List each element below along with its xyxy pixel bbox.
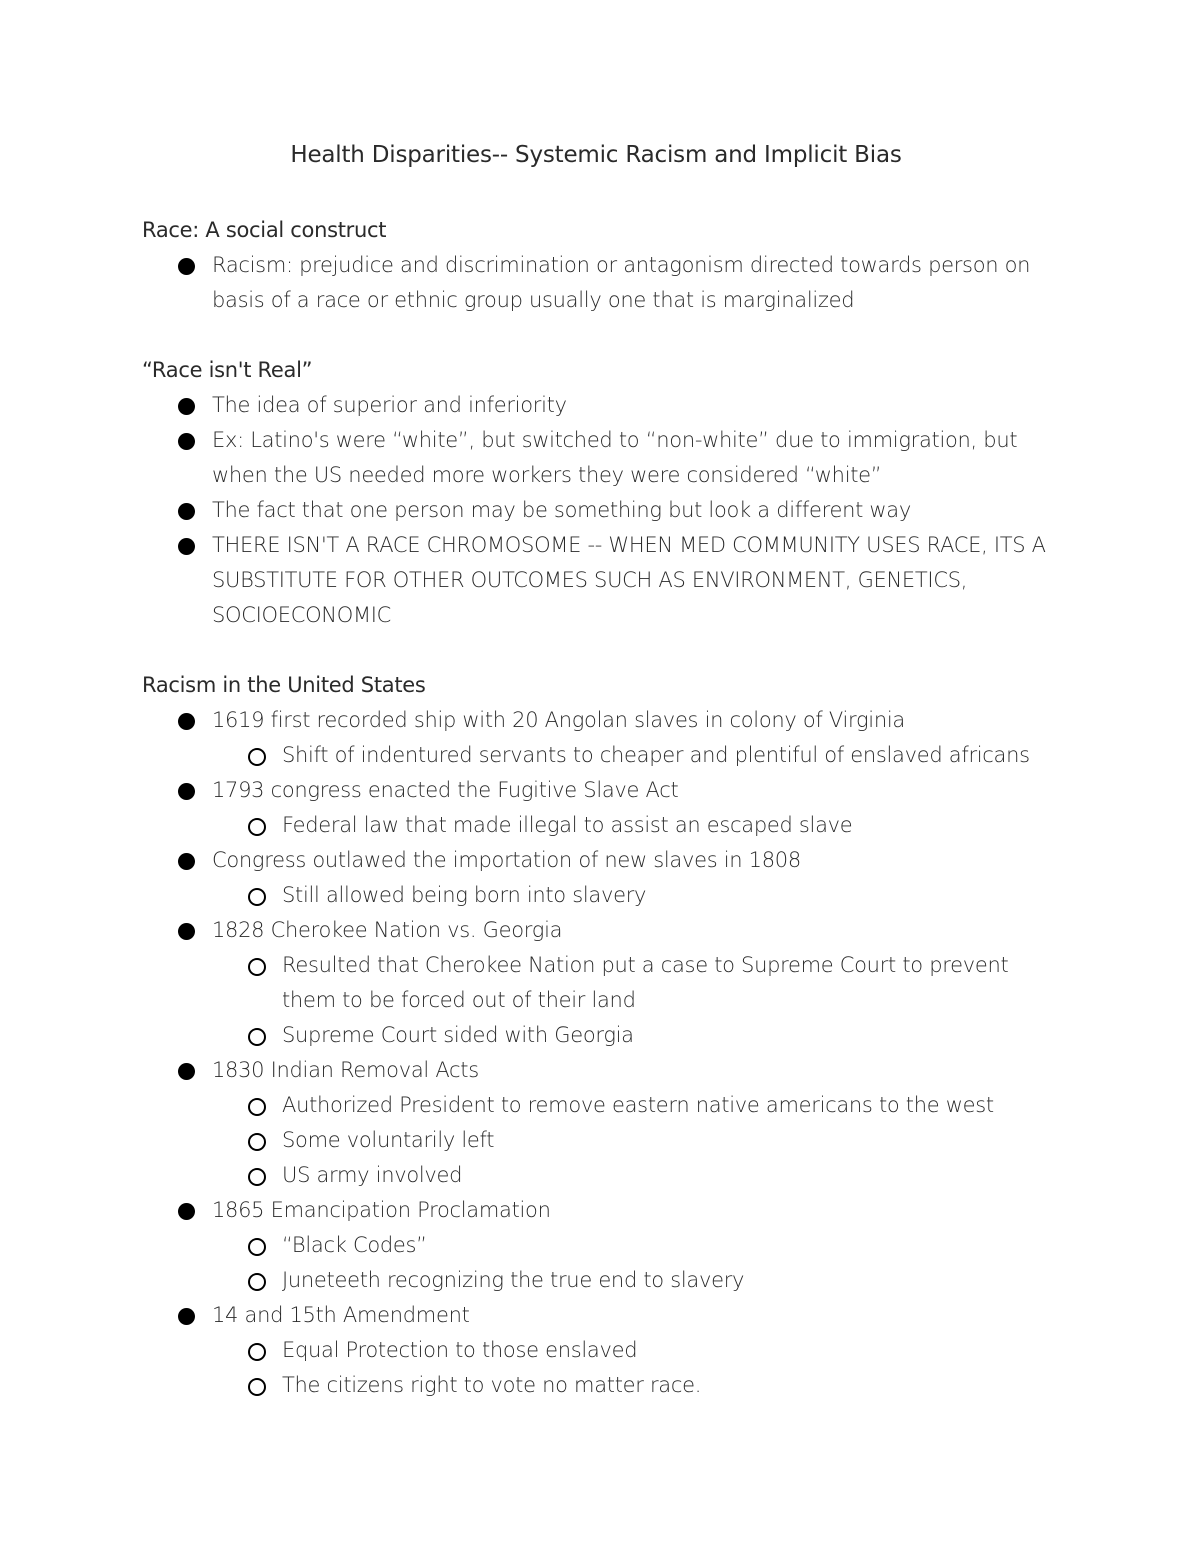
sub-bullet-list	[212, 738, 1062, 773]
list-item-text: Congress outlawed the importation of new slaves in 1808	[212, 848, 801, 872]
filled-bullet-icon	[178, 1308, 195, 1325]
bullet-list	[142, 388, 1062, 633]
list-item-text: 1830 Indian Removal Acts	[212, 1058, 479, 1082]
list-item	[142, 528, 1062, 633]
filled-bullet-icon	[178, 923, 195, 940]
sub-list-item	[212, 1228, 1062, 1263]
document-title: Health Disparities-- Systemic Racism and Implicit Bias	[290, 142, 902, 168]
bullet-list	[142, 248, 1062, 318]
sub-list-item-text: Supreme Court sided with Georgia	[282, 1023, 634, 1047]
hollow-bullet-icon	[248, 1238, 266, 1256]
list-item	[142, 843, 1062, 913]
filled-bullet-icon	[178, 433, 195, 450]
sub-list-item	[212, 948, 1062, 1018]
document-body	[142, 213, 1062, 1438]
list-item-text: 1828 Cherokee Nation vs. Georgia	[212, 918, 563, 942]
sub-list-item	[212, 1263, 1062, 1298]
sub-list-item	[212, 1088, 1062, 1123]
hollow-bullet-icon	[248, 748, 266, 766]
sub-list-item-text: Still allowed being born into slavery	[282, 883, 647, 907]
sub-list-item	[212, 1158, 1062, 1193]
sub-list-item-text: Shift of indentured servants to cheaper and plentiful of enslaved africans	[282, 743, 1030, 767]
hollow-bullet-icon	[248, 1168, 266, 1186]
list-item	[142, 248, 1062, 318]
sub-list-item	[212, 738, 1062, 773]
filled-bullet-icon	[178, 398, 195, 415]
hollow-bullet-icon	[248, 1378, 266, 1396]
filled-bullet-icon	[178, 258, 195, 275]
sub-list-item	[212, 1018, 1062, 1053]
filled-bullet-icon	[178, 783, 195, 800]
sub-list-item	[212, 808, 1062, 843]
filled-bullet-icon	[178, 503, 195, 520]
sub-list-item-text: Federal law that made illegal to assist an escaped slave	[282, 813, 853, 837]
list-item	[142, 1193, 1062, 1298]
list-item-text: 1793 congress enacted the Fugitive Slave Act	[212, 778, 679, 802]
section	[142, 668, 1062, 1403]
sub-bullet-list	[212, 1228, 1062, 1298]
list-item	[142, 1298, 1062, 1403]
section-heading: Racism in the United States	[142, 673, 426, 697]
hollow-bullet-icon	[248, 1098, 266, 1116]
sub-list-item-text: Some voluntarily left	[282, 1128, 495, 1152]
filled-bullet-icon	[178, 538, 195, 555]
sub-list-item	[212, 1368, 1062, 1403]
section	[142, 213, 1062, 318]
list-item	[142, 388, 1062, 423]
sub-list-item	[212, 1123, 1062, 1158]
list-item	[142, 423, 1062, 493]
filled-bullet-icon	[178, 1063, 195, 1080]
filled-bullet-icon	[178, 1203, 195, 1220]
sub-bullet-list	[212, 808, 1062, 843]
list-item-text: Ex: Latino's were “white”, but switched to “non-white” due to immigration, but when the US needed more workers they were considered “white”	[212, 428, 1018, 487]
sub-bullet-list	[212, 948, 1062, 1053]
sub-list-item	[212, 878, 1062, 913]
sub-list-item-text: Authorized President to remove eastern native americans to the west	[282, 1093, 994, 1117]
sub-bullet-list	[212, 1333, 1062, 1403]
hollow-bullet-icon	[248, 958, 266, 976]
list-item-text: 1619 first recorded ship with 20 Angolan slaves in colony of Virginia	[212, 708, 905, 732]
list-item-text: The fact that one person may be something but look a different way	[212, 498, 911, 522]
sub-list-item-text: The citizens right to vote no matter race.	[282, 1373, 702, 1397]
hollow-bullet-icon	[248, 888, 266, 906]
sub-list-item-text: “Black Codes”	[282, 1233, 427, 1257]
list-item-text: 14 and 15th Amendment	[212, 1303, 470, 1327]
list-item	[142, 1053, 1062, 1193]
section-heading: “Race isn't Real”	[142, 358, 313, 382]
hollow-bullet-icon	[248, 1133, 266, 1151]
list-item-text: The idea of superior and inferiority	[212, 393, 567, 417]
sub-list-item-text: Juneteeth recognizing the true end to slavery	[282, 1268, 745, 1292]
list-item	[142, 773, 1062, 843]
section	[142, 353, 1062, 633]
sub-list-item-text: US army involved	[282, 1163, 463, 1187]
hollow-bullet-icon	[248, 1273, 266, 1291]
sub-bullet-list	[212, 878, 1062, 913]
filled-bullet-icon	[178, 713, 195, 730]
sub-list-item-text: Equal Protection to those enslaved	[282, 1338, 638, 1362]
filled-bullet-icon	[178, 853, 195, 870]
hollow-bullet-icon	[248, 818, 266, 836]
list-item	[142, 913, 1062, 1053]
sub-list-item	[212, 1333, 1062, 1368]
section-heading: Race: A social construct	[142, 218, 387, 242]
list-item	[142, 493, 1062, 528]
list-item-text: THERE ISN'T A RACE CHROMOSOME -- WHEN MED COMMUNITY USES RACE, ITS A SUBSTITUTE FOR OTHER OUTCOMES SUCH AS ENVIRONMENT, GENETICS, SOCIOECONOMIC	[212, 533, 1046, 627]
bullet-list	[142, 703, 1062, 1403]
list-item-text: Racism: prejudice and discrimination or antagonism directed towards person on basis of a race or ethnic group usually one that is marginalized	[212, 253, 1031, 312]
list-item-text: 1865 Emancipation Proclamation	[212, 1198, 551, 1222]
sub-bullet-list	[212, 1088, 1062, 1193]
hollow-bullet-icon	[248, 1028, 266, 1046]
list-item	[142, 703, 1062, 773]
hollow-bullet-icon	[248, 1343, 266, 1361]
sub-list-item-text: Resulted that Cherokee Nation put a case to Supreme Court to prevent them to be forced out of their land	[282, 953, 1009, 1012]
